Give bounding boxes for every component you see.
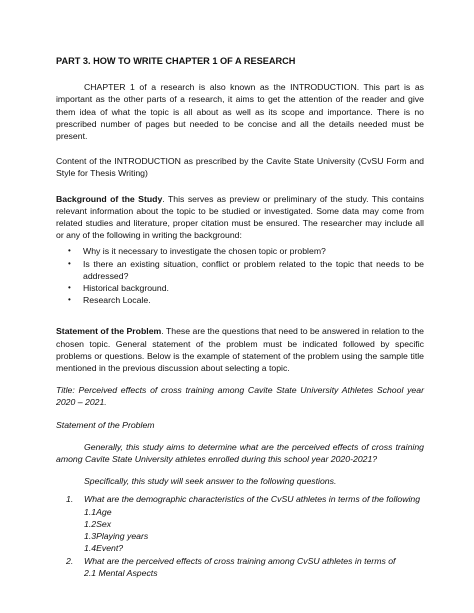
- background-paragraph: [56, 193, 424, 242]
- background-label: Background of the Study: [56, 193, 163, 204]
- bullet-icon: •: [68, 283, 71, 293]
- list-item: 1.3Playing years: [84, 531, 149, 542]
- list-item: [56, 555, 424, 579]
- list-item: 2.1 Mental Aspects: [84, 567, 158, 578]
- question-text: What are the demographic characteristics of the CvSU athletes in terms of the following: [84, 494, 421, 505]
- problem-label: Statement of the Problem: [56, 326, 162, 337]
- sub-question-list: [84, 567, 424, 579]
- sub-question-list: [84, 506, 424, 555]
- list-item: 1.1Age: [84, 506, 112, 517]
- bullet-icon: •: [68, 295, 71, 305]
- content-paragraph: Content of the INTRODUCTION as prescribed by the Cavite State University (CvSU Form and Style for Thesis Writing): [56, 156, 424, 179]
- problem-text: . These are the questions that need to be answered in relation to the chosen topic. General statement of the problem must be indicated followed by specific problems or questions. Below is the example of statement of the problem using the sample title mentioned in the previous discussion about selecting a topic.: [56, 326, 424, 374]
- page-heading: PART 3. HOW TO WRITE CHAPTER 1 OF A RESEARCH: [56, 56, 296, 66]
- list-item: [56, 493, 424, 554]
- question-text: What are the perceived effects of cross training among CvSU athletes in terms of: [84, 555, 396, 566]
- example-title: Title: Perceived effects of cross training among Cavite State University Athletes School year 2020 – 2021.: [56, 385, 424, 408]
- list-item: • Is there an existing situation, conflict or problem related to the topic that needs to be addressed?: [68, 258, 424, 281]
- background-bullet-list: [56, 245, 424, 306]
- list-item: • Historical background.: [68, 283, 169, 294]
- question-number: 1.: [66, 494, 74, 505]
- bullet-icon: •: [68, 246, 71, 256]
- list-item: 1.4Event?: [84, 543, 124, 554]
- general-statement: Generally, this study aims to determine what are the perceived effects of cross training among Cavite State University athletes enrolled during this school year 2020-2021?: [56, 441, 424, 465]
- background-text: . This serves as preview or preliminary of the study. This contains relevant information about the topic to be studied or investigated. Some data may come from related studies and literature, proper citation must be ensured. The researcher may include all or any of the following in writing the background:: [56, 193, 424, 241]
- question-number: 2.: [66, 555, 74, 566]
- sop-heading: Statement of the Problem: [56, 419, 155, 430]
- bullet-icon: •: [68, 258, 71, 268]
- list-item: • Why is it necessary to investigate the chosen topic or problem?: [68, 246, 326, 257]
- question-list: [56, 493, 424, 578]
- intro-paragraph: CHAPTER 1 of a research is also known as the INTRODUCTION. This part is as important as the other parts of a research, it aims to get the attention of the reader and give them idea of what the topic is all about as well as its scope and importance. There is no prescribed number of pages but needed to be concise and all the details needed must be present.: [56, 82, 424, 142]
- specific-statement: Specifically, this study will seek answer to the following questions.: [84, 476, 337, 487]
- problem-paragraph: [56, 325, 424, 374]
- list-item: • Research Locale.: [68, 295, 151, 306]
- list-item: 1.2Sex: [84, 518, 112, 529]
